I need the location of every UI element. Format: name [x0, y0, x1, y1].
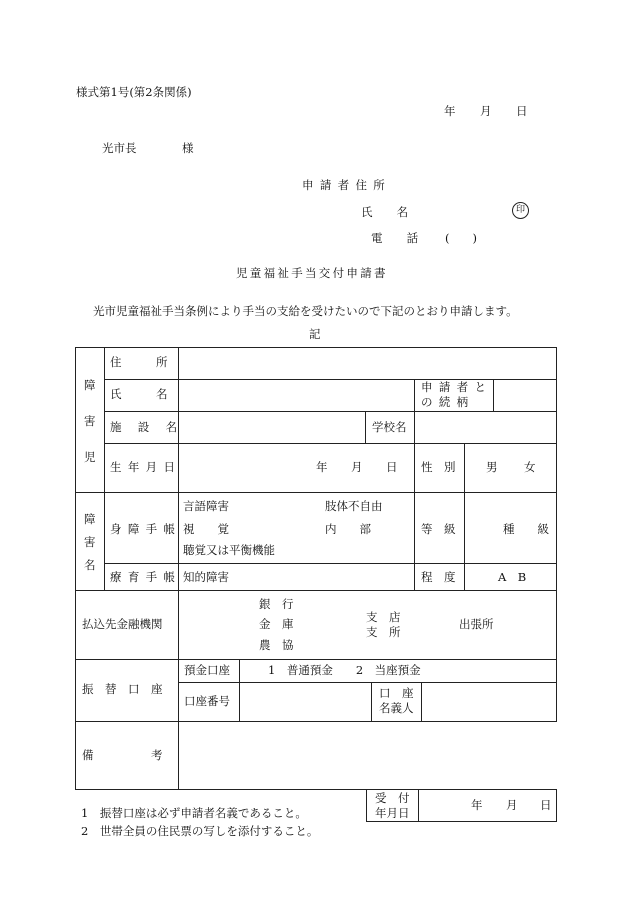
degree-label: 程 度 — [421, 570, 456, 584]
receipt-label-line1: 受 付 — [375, 791, 410, 805]
date-day: 日 — [516, 104, 528, 118]
vision-disability: 視 覚 — [183, 522, 229, 536]
intro-text: 光市児童福祉手当条例により手当の支給を受けたいので下記のとおり申請します。 — [93, 304, 518, 318]
date-month: 月 — [480, 104, 492, 118]
applicant-phone-parens: ( ) — [445, 231, 477, 245]
form-number: 様式第1号(第2条関係) — [76, 85, 192, 99]
birth-year: 年 — [316, 460, 328, 474]
honorific: 様 — [182, 141, 194, 155]
receipt-label-line2: 年月日 — [375, 806, 410, 820]
birthdate-label: 生年月日 — [110, 460, 182, 474]
account-holder-line1: 口 座 — [379, 686, 414, 700]
deposit-type-options: 1 普通預金 2 当座預金 — [268, 663, 421, 677]
disability-book-label: 身障手帳 — [110, 522, 182, 536]
grade-label: 等 級 — [421, 522, 456, 536]
receipt-month: 月 — [506, 798, 518, 812]
sex-male: 男 — [486, 460, 498, 474]
child-group-char-3: 児 — [84, 450, 96, 464]
account-holder-line2: 名義人 — [379, 701, 414, 715]
bank-label: 払込先金融機関 — [82, 617, 163, 631]
note-2: 2 世帯全員の住民票の写しを添付すること。 — [81, 824, 319, 838]
date-year: 年 — [444, 104, 456, 118]
applicant-name-label: 氏 名 — [361, 205, 415, 219]
remarks-label: 備 考 — [82, 748, 163, 762]
branch-option-2: 支 所 — [366, 625, 401, 639]
addressee: 光市長 — [102, 141, 137, 155]
relation-label-line1: 申請者と — [421, 380, 493, 394]
bank-option-bank: 銀 行 — [259, 597, 294, 611]
bank-option-agri: 農 協 — [259, 638, 294, 652]
speech-disability: 言語障害 — [183, 499, 229, 513]
child-group-char-1: 障 — [84, 378, 96, 392]
applicant-phone-label: 電 話 — [371, 231, 425, 245]
degree-ab: A B — [498, 570, 527, 584]
receipt-box — [366, 790, 557, 822]
account-number-label: 口座番号 — [184, 694, 230, 708]
ki-mark: 記 — [309, 327, 321, 341]
sex-label: 性 別 — [421, 460, 456, 474]
birth-month: 月 — [351, 460, 363, 474]
address-label: 住 所 — [110, 355, 168, 369]
branch-option-1: 支 店 — [366, 610, 401, 624]
disability-group-char-2: 害 — [84, 535, 96, 549]
applicant-address-label: 申請者住所 — [302, 178, 392, 192]
application-table — [75, 347, 557, 790]
school-label: 学校名 — [372, 420, 407, 434]
sex-female: 女 — [524, 460, 536, 474]
child-group-char-2: 害 — [84, 414, 96, 428]
deposit-type-label: 預金口座 — [184, 663, 230, 677]
receipt-day: 日 — [540, 798, 552, 812]
disability-group-char-3: 名 — [84, 558, 96, 572]
branch-option-office: 出張所 — [459, 617, 494, 631]
document-title: 児童福祉手当交付申請書 — [236, 266, 388, 280]
rehab-book-label: 療育手帳 — [110, 570, 182, 584]
relation-label-line2: の続柄 — [421, 395, 475, 409]
limb-disability: 肢体不自由 — [325, 499, 383, 513]
kind-grade: 種 級 — [503, 522, 549, 536]
seal-mark: 印 — [512, 202, 529, 219]
name-label: 氏 名 — [110, 387, 168, 401]
facility-label: 施 設 名 — [110, 420, 184, 434]
note-1: 1 振替口座は必ず申請者名義であること。 — [81, 806, 307, 820]
bank-option-treasury: 金 庫 — [259, 617, 294, 631]
intellectual-disability: 知的障害 — [183, 570, 229, 584]
transfer-account-label: 振 替 口 座 — [82, 682, 163, 696]
receipt-year: 年 — [471, 798, 483, 812]
hearing-disability: 聴覚又は平衡機能 — [183, 543, 275, 557]
birth-day: 日 — [386, 460, 398, 474]
internal-disability: 内 部 — [325, 522, 371, 536]
disability-group-char-1: 障 — [84, 512, 96, 526]
